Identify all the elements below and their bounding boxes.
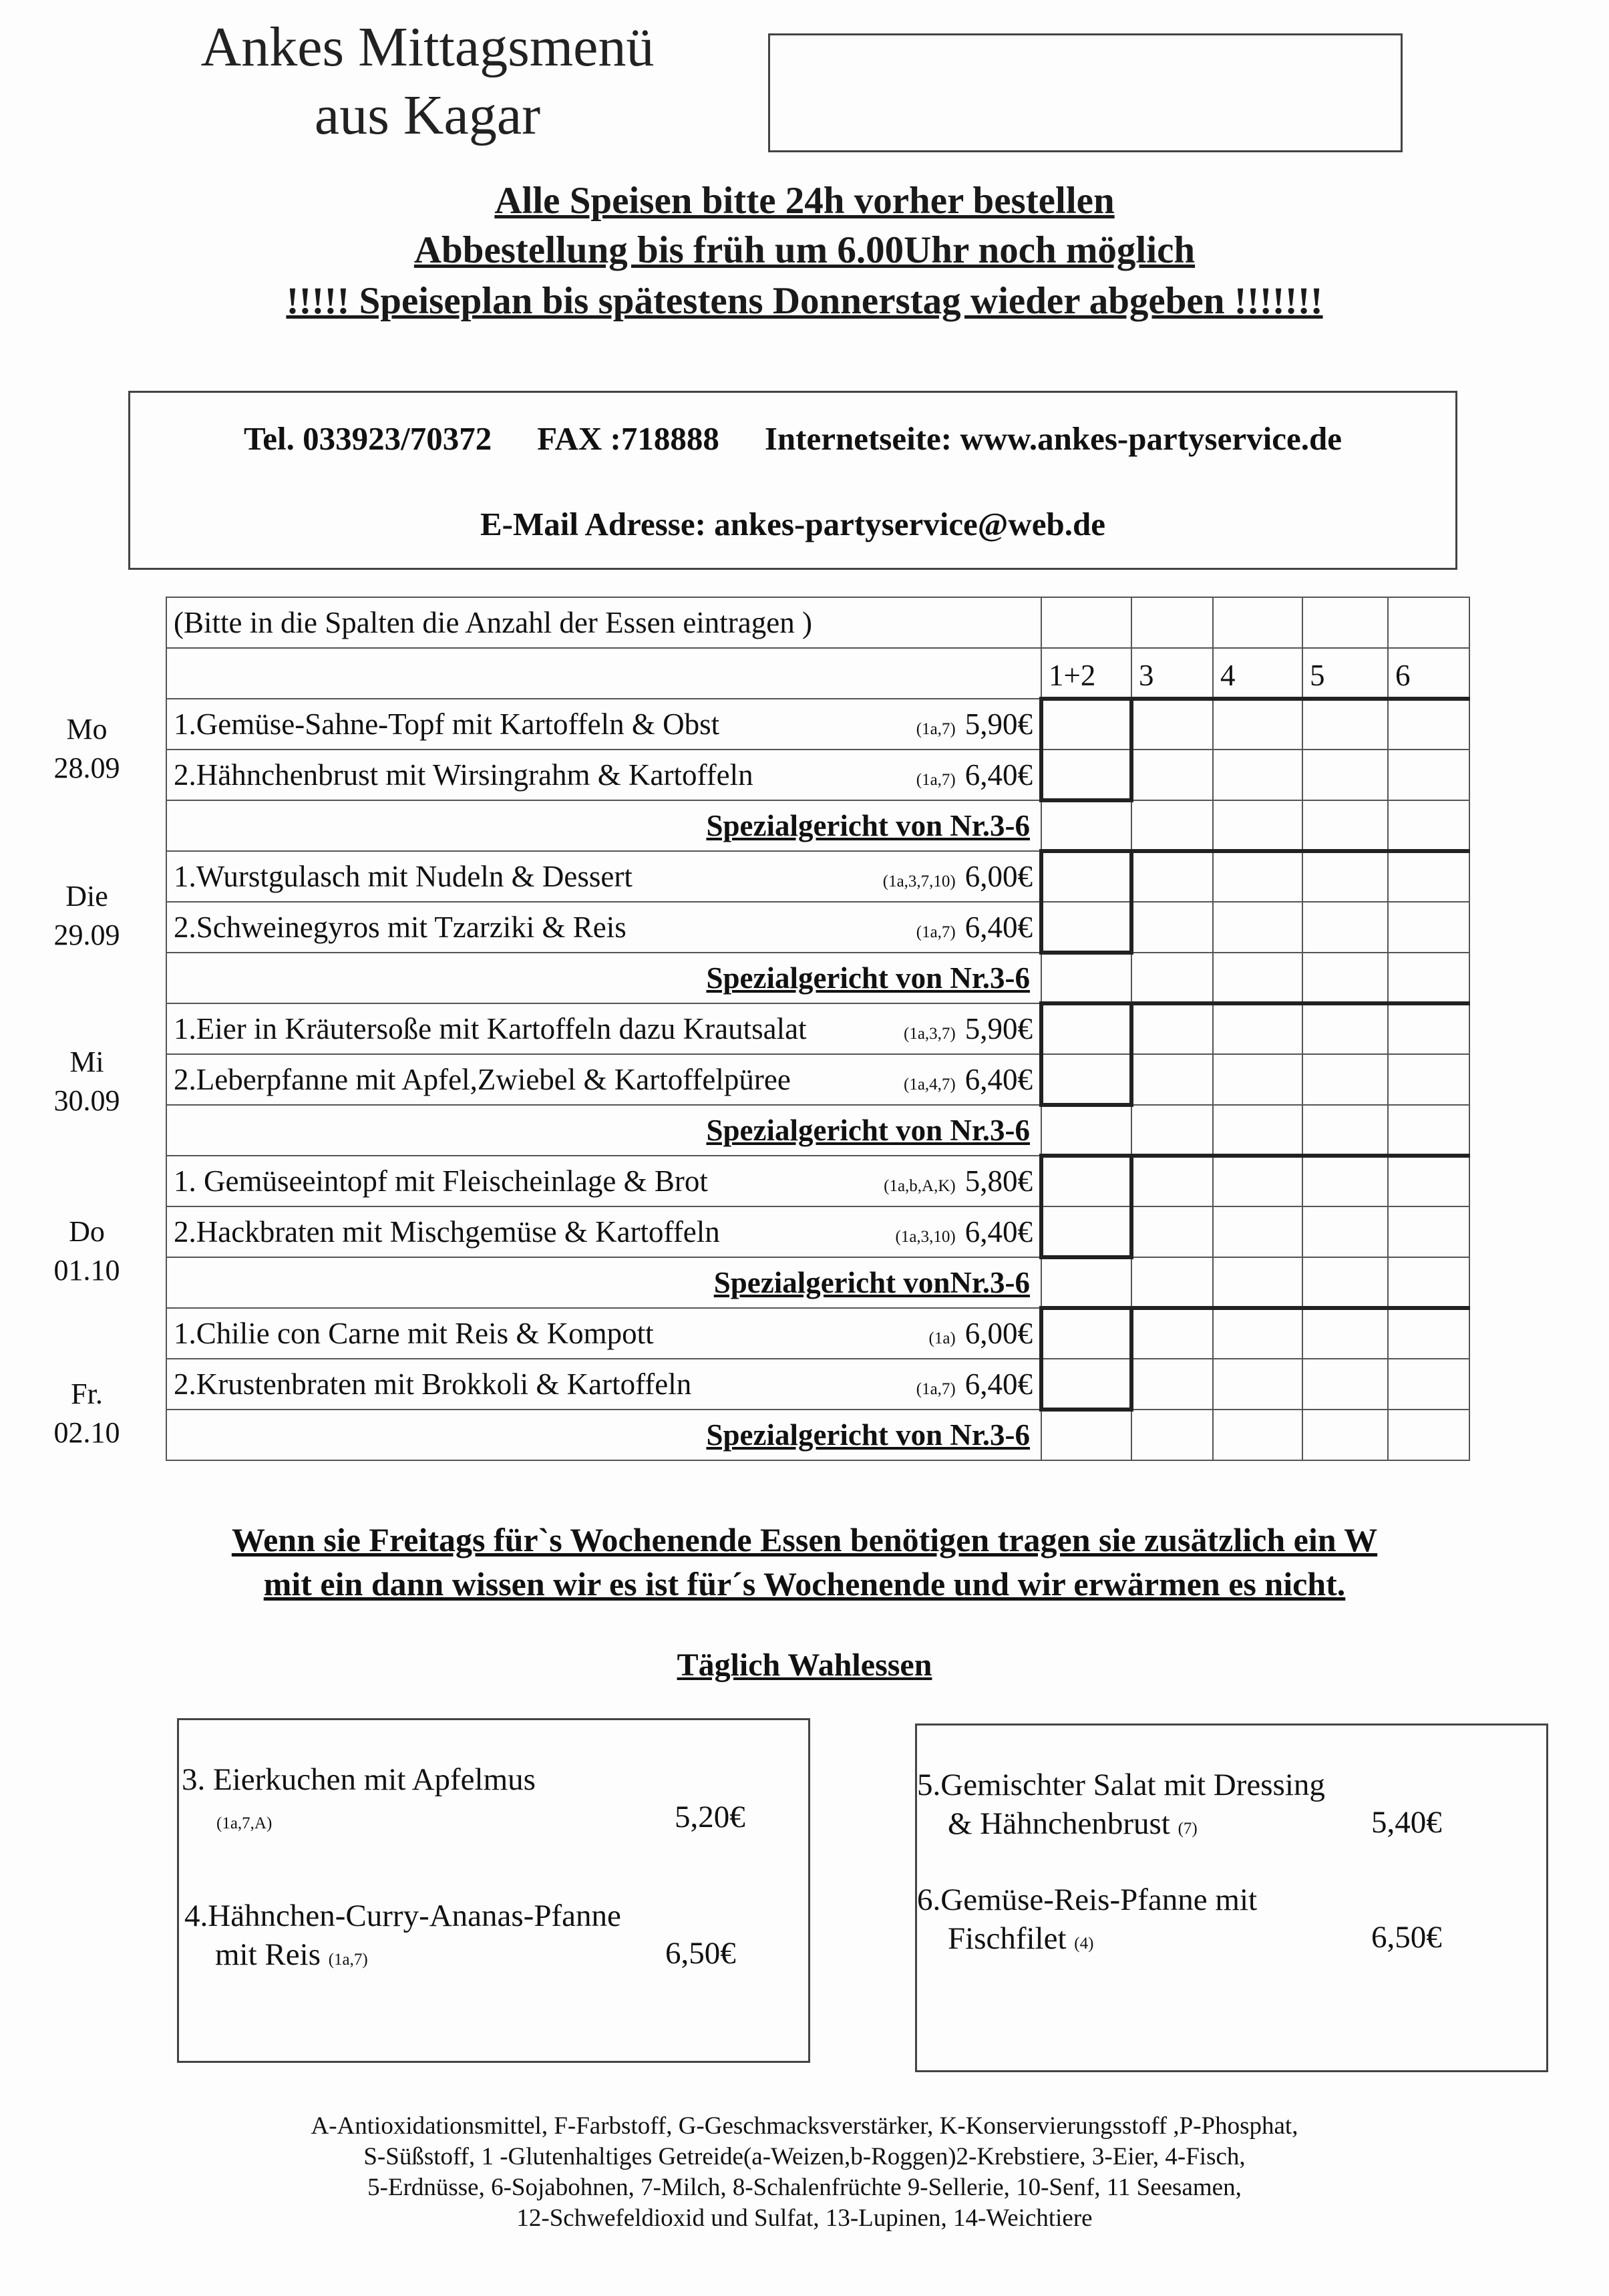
qty-cell[interactable]: [1302, 1206, 1388, 1257]
qty-cell[interactable]: [1131, 1308, 1213, 1359]
qty-cell[interactable]: [1302, 953, 1388, 1003]
daily-item-allergens: (1a,7,A): [216, 1814, 273, 1832]
dish-allergens: (1a,7): [916, 1380, 956, 1398]
dish-name: 1.Wurstgulasch mit Nudeln & Dessert: [174, 860, 633, 893]
qty-cell[interactable]: [1213, 1410, 1302, 1460]
table-row: [166, 699, 1469, 750]
column-header-row: [166, 648, 1469, 699]
qty-cell[interactable]: [1041, 597, 1131, 648]
special-label: Spezialgericht von Nr.3-6: [166, 800, 1041, 851]
qty-cell[interactable]: [1213, 750, 1302, 800]
daily-item-name-cont: Fischfilet: [948, 1921, 1067, 1956]
contact-fax: FAX :718888: [537, 420, 719, 457]
qty-cell[interactable]: [1213, 800, 1302, 851]
daily-item-4: [184, 1897, 621, 1979]
weekend-note-line-1: Wenn sie Freitags für`s Wochenende Essen benötigen tragen sie zusätzlich ein W: [231, 1521, 1378, 1559]
contact-web: Internetseite: www.ankes-partyservice.de: [764, 420, 1342, 457]
day-label-mi: [33, 1043, 140, 1120]
qty-cell[interactable]: [1388, 699, 1469, 750]
dish-cell: [166, 902, 1041, 953]
dish-price: 6,00€: [964, 860, 1033, 893]
table-row: [166, 1003, 1469, 1054]
daily-item-price: 6,50€: [1371, 1920, 1442, 1955]
title-line-2: aus Kagar: [314, 84, 541, 146]
legend-line-2: S-Süßstoff, 1 -Glutenhaltiges Getreide(a-Weizen,b-Roggen)2-Krebstiere, 3-Eier, 4-Fisch,: [363, 2143, 1246, 2170]
dish-cell: [166, 1156, 1041, 1206]
day-date: 29.09: [53, 919, 120, 951]
day-label-fr: [33, 1375, 140, 1452]
qty-cell[interactable]: [1388, 1054, 1469, 1105]
col-header-1-2: 1+2: [1041, 648, 1131, 699]
qty-cell[interactable]: [1041, 1257, 1131, 1308]
dish-allergens: (1a,b,A,K): [884, 1177, 956, 1195]
qty-cell[interactable]: [1302, 1003, 1388, 1054]
contact-tel: Tel. 033923/70372: [244, 420, 492, 457]
dish-cell: [166, 1054, 1041, 1105]
daily-item-name-cont: & Hähnchenbrust: [948, 1806, 1170, 1841]
daily-item-name: 3. Eierkuchen mit Apfelmus: [182, 1762, 536, 1797]
special-label: Spezialgericht von Nr.3-6: [166, 1105, 1041, 1156]
daily-box-right: [915, 1724, 1548, 2072]
qty-cell-menu-2[interactable]: [1041, 750, 1131, 800]
qty-cell[interactable]: [1388, 750, 1469, 800]
special-label: Spezialgericht vonNr.3-6: [166, 1257, 1041, 1308]
dish-price: 5,80€: [964, 1164, 1033, 1198]
table-row: [166, 902, 1469, 953]
day-name: Mi: [69, 1045, 104, 1078]
order-table: [166, 597, 1470, 1461]
dish-name: 1. Gemüseeintopf mit Fleischeinlage & Brot: [174, 1164, 708, 1198]
table-hint: (Bitte in die Spalten die Anzahl der Essen eintragen ): [166, 597, 1041, 648]
daily-item-6: [917, 1880, 1257, 1963]
dish-allergens: (1a,3,7,10): [882, 872, 956, 890]
dish-cell: [166, 851, 1041, 902]
qty-cell[interactable]: [1041, 953, 1131, 1003]
qty-cell[interactable]: [1131, 699, 1213, 750]
qty-cell[interactable]: [1302, 699, 1388, 750]
qty-cell[interactable]: [1302, 851, 1388, 902]
table-row: [166, 750, 1469, 800]
dish-name: 2.Hackbraten mit Mischgemüse & Kartoffeln: [174, 1215, 720, 1249]
special-row: [166, 1257, 1469, 1308]
dish-allergens: (1a,4,7): [904, 1076, 956, 1094]
qty-cell[interactable]: [1213, 1308, 1302, 1359]
qty-cell[interactable]: [1041, 1105, 1131, 1156]
qty-cell-menu-1[interactable]: [1041, 1156, 1131, 1206]
qty-cell[interactable]: [1302, 1359, 1388, 1410]
dish-name: 1.Chilie con Carne mit Reis & Kompott: [174, 1317, 654, 1350]
daily-box-left: [177, 1718, 810, 2063]
table-row: [166, 851, 1469, 902]
qty-cell[interactable]: [1388, 953, 1469, 1003]
daily-item-3: [182, 1760, 536, 1843]
title-line-1: Ankes Mittagsmenü: [200, 16, 655, 78]
dish-price: 6,40€: [964, 1215, 1033, 1249]
qty-cell[interactable]: [1131, 902, 1213, 953]
dish-cell: [166, 1359, 1041, 1410]
dish-price: 6,40€: [964, 911, 1033, 944]
qty-cell[interactable]: [1213, 1257, 1302, 1308]
qty-cell[interactable]: [1131, 597, 1213, 648]
contact-box: [128, 391, 1457, 570]
qty-cell[interactable]: [1131, 750, 1213, 800]
legend-line-4: 12-Schwefeldioxid und Sulfat, 13-Lupinen, 14-Weichtiere: [516, 2204, 1093, 2232]
contact-email: E-Mail Adresse: ankes-partyservice@web.de: [480, 506, 1106, 542]
qty-cell[interactable]: [1131, 1105, 1213, 1156]
daily-item-name: 5.Gemischter Salat mit Dressing: [917, 1768, 1325, 1802]
daily-item-allergens-line: [182, 1799, 536, 1843]
qty-cell[interactable]: [1388, 800, 1469, 851]
day-label-die: [33, 877, 140, 955]
qty-cell[interactable]: [1131, 1206, 1213, 1257]
day-date: 28.09: [53, 752, 120, 784]
qty-cell[interactable]: [1131, 1054, 1213, 1105]
dish-cell: [166, 699, 1041, 750]
qty-cell-menu-1[interactable]: [1041, 851, 1131, 902]
dish-name: 2.Leberpfanne mit Apfel,Zwiebel & Kartoffelpüree: [174, 1063, 791, 1096]
qty-cell[interactable]: [1388, 1206, 1469, 1257]
qty-cell[interactable]: [1213, 902, 1302, 953]
daily-item-name-cont: mit Reis: [215, 1937, 321, 1972]
qty-cell[interactable]: [1302, 902, 1388, 953]
qty-cell[interactable]: [1131, 953, 1213, 1003]
qty-cell-menu-2[interactable]: [1041, 1359, 1131, 1410]
daily-item-price: 5,20€: [675, 1800, 745, 1834]
qty-cell[interactable]: [1302, 1257, 1388, 1308]
col-header-3: 3: [1131, 648, 1213, 699]
day-name: Fr.: [71, 1377, 103, 1410]
qty-cell[interactable]: [1213, 1359, 1302, 1410]
qty-cell[interactable]: [1131, 1359, 1213, 1410]
daily-item-allergens: (1a,7): [328, 1951, 368, 1969]
qty-cell[interactable]: [1302, 1156, 1388, 1206]
qty-cell[interactable]: [1213, 851, 1302, 902]
day-name: Mo: [66, 713, 108, 746]
qty-cell[interactable]: [1131, 1257, 1213, 1308]
qty-cell[interactable]: [1213, 699, 1302, 750]
notice-return-plan: !!!!! Speiseplan bis spätestens Donnerstag wieder abgeben !!!!!!!: [286, 280, 1323, 322]
dish-name: 1.Eier in Kräutersoße mit Kartoffeln dazu Krautsalat: [174, 1012, 807, 1045]
qty-cell[interactable]: [1131, 1156, 1213, 1206]
dish-name: 2.Krustenbraten mit Brokkoli & Kartoffeln: [174, 1367, 692, 1401]
daily-item-5: [917, 1766, 1325, 1848]
qty-cell-menu-1[interactable]: [1041, 1308, 1131, 1359]
daily-item-price: 6,50€: [665, 1936, 736, 1971]
daily-item-name: 6.Gemüse-Reis-Pfanne mit: [917, 1882, 1258, 1917]
qty-cell[interactable]: [1388, 1257, 1469, 1308]
qty-cell[interactable]: [1213, 597, 1302, 648]
qty-cell-menu-2[interactable]: [1041, 1206, 1131, 1257]
dish-allergens: (1a,7): [916, 923, 956, 941]
qty-cell[interactable]: [1213, 1156, 1302, 1206]
col-header-4: 4: [1213, 648, 1302, 699]
qty-cell[interactable]: [1213, 1003, 1302, 1054]
dish-price: 6,40€: [964, 1367, 1033, 1401]
weekend-note-line-2: mit ein dann wissen wir es ist für´s Wochenende und wir erwärmen es nicht.: [263, 1565, 1346, 1603]
qty-cell[interactable]: [1131, 800, 1213, 851]
daily-item-second-line: [184, 1935, 621, 1979]
qty-cell[interactable]: [1041, 1410, 1131, 1460]
table-row: [166, 1156, 1469, 1206]
dish-name: 2.Schweinegyros mit Tzarziki & Reis: [174, 911, 627, 944]
qty-cell[interactable]: [1302, 1308, 1388, 1359]
daily-item-price: 5,40€: [1371, 1805, 1442, 1840]
daily-item-second-line: [917, 1919, 1257, 1963]
dish-allergens: (1a,3,10): [895, 1228, 956, 1246]
qty-cell[interactable]: [1388, 902, 1469, 953]
qty-cell[interactable]: [1302, 1105, 1388, 1156]
qty-cell[interactable]: [1213, 1054, 1302, 1105]
daily-item-allergens: (7): [1178, 1820, 1198, 1838]
qty-cell-menu-2[interactable]: [1041, 1054, 1131, 1105]
qty-cell[interactable]: [1388, 1156, 1469, 1206]
legend-line-1: A-Antioxidationsmittel, F-Farbstoff, G-Geschmacksverstärker, K-Konservierungsstoff ,P-Phosphat,: [311, 2112, 1298, 2140]
day-name: Die: [65, 880, 108, 913]
blank-header-cell: [166, 648, 1041, 699]
qty-cell[interactable]: [1213, 1206, 1302, 1257]
dish-cell: [166, 1308, 1041, 1359]
day-label-mo: [33, 710, 140, 788]
table-row: [166, 1308, 1469, 1359]
contact-phone-fax-web: [130, 420, 1455, 458]
dish-allergens: (1a,3,7): [904, 1025, 956, 1043]
qty-cell[interactable]: [1131, 1003, 1213, 1054]
qty-cell[interactable]: [1388, 1105, 1469, 1156]
table-row: [166, 1359, 1469, 1410]
special-row: [166, 953, 1469, 1003]
dish-cell: [166, 1206, 1041, 1257]
qty-cell[interactable]: [1388, 597, 1469, 648]
qty-cell[interactable]: [1388, 1410, 1469, 1460]
dish-cell: [166, 1003, 1041, 1054]
daily-item-second-line: [917, 1804, 1325, 1848]
hint-row: [166, 597, 1469, 648]
qty-cell[interactable]: [1388, 1359, 1469, 1410]
dish-name: 2.Hähnchenbrust mit Wirsingrahm & Kartoffeln: [174, 758, 753, 792]
day-name: Do: [69, 1215, 105, 1248]
dish-allergens: (1a,7): [916, 720, 956, 738]
special-row: [166, 1105, 1469, 1156]
qty-cell[interactable]: [1388, 1308, 1469, 1359]
special-row: [166, 800, 1469, 851]
day-label-do: [33, 1212, 140, 1290]
qty-cell[interactable]: [1302, 1054, 1388, 1105]
col-header-6: 6: [1388, 648, 1469, 699]
dish-price: 6,00€: [964, 1317, 1033, 1350]
qty-cell[interactable]: [1302, 597, 1388, 648]
qty-cell[interactable]: [1302, 800, 1388, 851]
qty-cell[interactable]: [1041, 800, 1131, 851]
daily-title: Täglich Wahlessen: [677, 1647, 932, 1683]
page-title: [137, 13, 718, 150]
day-date: 30.09: [53, 1084, 120, 1117]
col-header-5: 5: [1302, 648, 1388, 699]
day-date: 01.10: [53, 1254, 120, 1287]
qty-cell-menu-2[interactable]: [1041, 902, 1131, 953]
day-date: 02.10: [53, 1416, 120, 1449]
qty-cell[interactable]: [1131, 851, 1213, 902]
special-label: Spezialgericht von Nr.3-6: [166, 1410, 1041, 1460]
qty-cell[interactable]: [1131, 1410, 1213, 1460]
qty-cell[interactable]: [1388, 851, 1469, 902]
daily-item-allergens: (4): [1074, 1935, 1094, 1953]
special-label: Spezialgericht von Nr.3-6: [166, 953, 1041, 1003]
dish-price: 6,40€: [964, 758, 1033, 792]
notice-cancellation: Abbestellung bis früh um 6.00Uhr noch möglich: [413, 229, 1196, 271]
table-row: [166, 1206, 1469, 1257]
qty-cell[interactable]: [1388, 1003, 1469, 1054]
qty-cell[interactable]: [1302, 750, 1388, 800]
special-row: [166, 1410, 1469, 1460]
qty-cell-menu-1[interactable]: [1041, 699, 1131, 750]
dish-allergens: (1a): [928, 1329, 956, 1347]
daily-item-name: 4.Hähnchen-Curry-Ananas-Pfanne: [184, 1899, 621, 1933]
dish-allergens: (1a,7): [916, 771, 956, 789]
empty-stamp-box: [768, 33, 1403, 152]
dish-price: 5,90€: [964, 1012, 1033, 1045]
dish-price: 6,40€: [964, 1063, 1033, 1096]
qty-cell[interactable]: [1213, 1105, 1302, 1156]
legend-line-3: 5-Erdnüsse, 6-Sojabohnen, 7-Milch, 8-Schalenfrüchte 9-Sellerie, 10-Senf, 11 Seesamen,: [367, 2174, 1242, 2201]
qty-cell-menu-1[interactable]: [1041, 1003, 1131, 1054]
qty-cell[interactable]: [1213, 953, 1302, 1003]
notice-order-24h: Alle Speisen bitte 24h vorher bestellen: [494, 180, 1115, 222]
dish-cell: [166, 750, 1041, 800]
dish-name: 1.Gemüse-Sahne-Topf mit Kartoffeln & Obst: [174, 707, 720, 741]
table-row: [166, 1054, 1469, 1105]
allergen-legend: [0, 2111, 1609, 2234]
qty-cell[interactable]: [1302, 1410, 1388, 1460]
dish-price: 5,90€: [964, 707, 1033, 741]
